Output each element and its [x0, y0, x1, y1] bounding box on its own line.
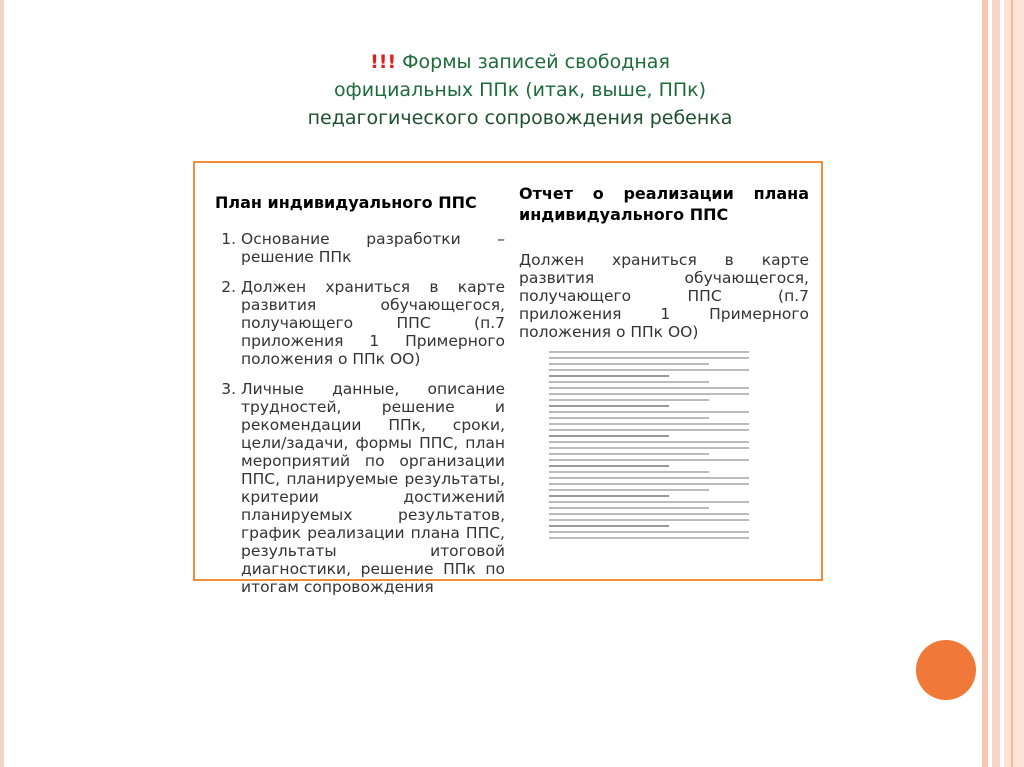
report-storage-note: Должен храниться в карте развития обучающегося, получающего ППС (п.7 приложения 1 Примерного положения о ППк ОО): [519, 251, 809, 341]
decor-stripe: [1004, 0, 1024, 767]
exclamation-mark: !!!: [370, 51, 397, 73]
scanned-report-thumbnail: [549, 351, 749, 539]
left-border-line: [0, 0, 4, 767]
decor-stripe: [992, 0, 1000, 767]
title-line-3: педагогического сопровождения ребенка: [307, 107, 733, 129]
plan-item: 2. Должен храниться в карте развития обучающегося, получающего ППС (п.7 приложения 1 Примерного положения о ППк ОО): [241, 278, 505, 368]
title-line-1: [100, 48, 940, 76]
document-image: [193, 161, 823, 596]
plan-item: 3. Личные данные, описание трудностей, решение и рекомендации ППк, сроки, цели/задачи, формы ППС, план мероприятий по организации ППС, планируемые результаты, критерии достижений планируемых результатов, график реализации плана ППС, результаты итоговой диагностики, решение ППк по итогам сопровождения: [241, 380, 505, 596]
decor-stripe: [1011, 0, 1013, 767]
decor-circle: [916, 640, 976, 700]
title-line-1-text: Формы записей свободная: [402, 51, 670, 73]
slide-title: [100, 48, 940, 132]
report-heading: Отчет о реализации плана индивидуального ППС: [519, 184, 809, 224]
decor-stripe: [982, 0, 988, 767]
report-column: [519, 183, 809, 543]
plan-item: 1. Основание разработки – решение ППк: [241, 230, 505, 266]
plan-list: [215, 230, 505, 596]
plan-heading: План индивидуального ППС: [215, 193, 477, 212]
title-line-2: официальных ППк (итак, выше, ППк): [333, 79, 707, 101]
plan-column: [215, 193, 505, 608]
